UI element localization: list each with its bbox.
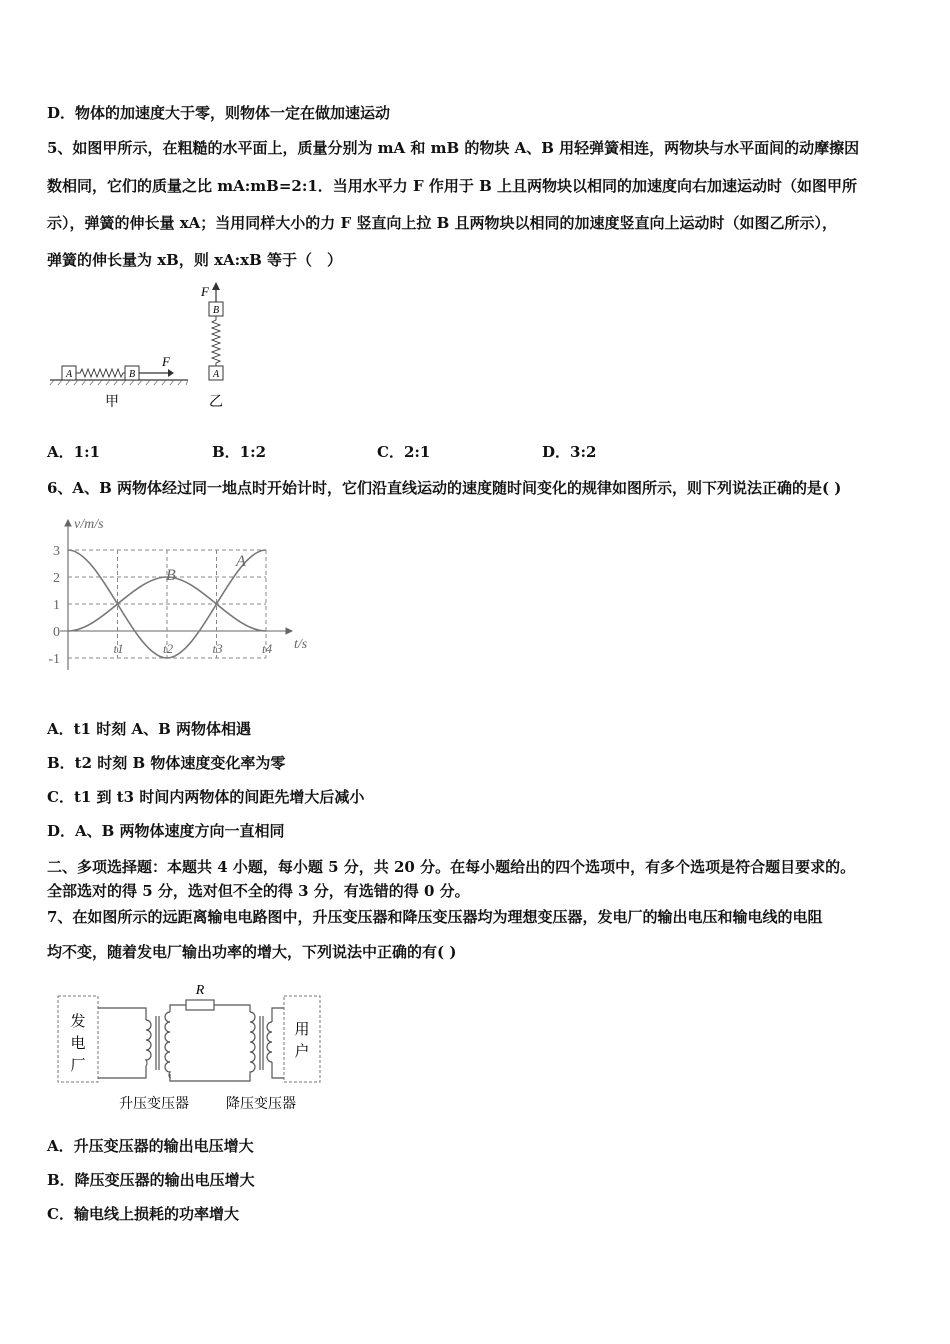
q5-spring-horizontal <box>76 369 125 377</box>
q6-curve-a-label: A <box>236 553 246 570</box>
q7-user-char-1: 用 <box>294 1022 310 1038</box>
q7-option-a: A．升压变压器的输出电压增大 <box>47 1137 254 1155</box>
q6-y-tick-label: -1 <box>48 652 60 667</box>
q7-stem-line-1: 7、在如图所示的远距离输电电路图中，升压变压器和降压变压器均为理想变压器，发电厂的输出电压和输电线的电阻 <box>47 908 823 926</box>
q7-plant-char-3: 厂 <box>70 1058 86 1074</box>
q6-x-label: t/s <box>294 637 308 652</box>
q7-transmission-circuit <box>50 978 330 1118</box>
q5-stem-line-2: 数相同，它们的质量之比 mA:mB=2:1．当用水平力 F 作用于 B 上且两物块以相同的加速度向右加速运动时（如图甲所 <box>47 177 858 195</box>
q6-y-tick-label: 0 <box>53 625 60 640</box>
q5-stem-line-4: 弹簧的伸长量为 xB，则 xA:xB 等于（ ） <box>47 251 343 269</box>
q5-option-d: D．3:2 <box>542 443 597 461</box>
q5-caption-yi: 乙 <box>209 395 223 410</box>
q7-plant-char-1: 发 <box>70 1014 86 1030</box>
q6-x-tick-label: t2 <box>163 641 174 656</box>
q5-stem-line-3: 示），弹簧的伸长量 xA；当用同样大小的力 F 竖直向上拉 B 且两物块以相同的加速度竖直向上运动时（如图乙所示）， <box>47 214 838 232</box>
q7-stem-line-2: 均不变，随着发电厂输出功率的增大，下列说法中正确的有( ) <box>47 943 457 961</box>
q6-option-b: B．t2 时刻 B 物体速度变化率为零 <box>47 754 286 772</box>
q7-step-down-primary-coil <box>250 1012 255 1074</box>
q7-step-down-secondary-coil <box>267 1022 272 1062</box>
q7-resistor-label: R <box>195 983 205 998</box>
q7-step-up-label: 升压变压器 <box>119 1097 189 1112</box>
q5-option-c: C．2:1 <box>377 443 431 461</box>
q7-option-b: B．降压变压器的输出电压增大 <box>47 1171 255 1189</box>
q5-block-a-vertical-label: A <box>212 369 220 380</box>
q6-x-tick-label: t3 <box>212 641 223 656</box>
q6-x-tick-label: t4 <box>262 641 273 656</box>
q6-stem: 6、A、B 两物体经过同一地点时开始计时，它们沿直线运动的速度随时间变化的规律如图所示，则下列说法正确的是( ) <box>47 479 842 497</box>
q6-y-tick-label: 3 <box>53 544 60 559</box>
q7-resistor <box>186 1000 214 1010</box>
q7-step-down-label: 降压变压器 <box>226 1097 296 1112</box>
q7-plant-char-2: 电 <box>70 1036 86 1052</box>
q5-spring-figure <box>40 278 260 413</box>
q7-step-up-primary-coil <box>146 1020 151 1066</box>
q5-stem-line-1: 5、如图甲所示，在粗糙的水平面上，质量分别为 mA 和 mB 的物块 A、B 用轻弹簧相连，两物块与水平面间的动摩擦因 <box>47 139 860 157</box>
q6-curve-b-label: B <box>166 567 176 584</box>
q7-user-box <box>284 996 320 1082</box>
q6-y-tick-label: 1 <box>53 598 60 613</box>
q6-y-label: v/m/s <box>74 517 104 532</box>
q5-spring-vertical <box>212 316 220 366</box>
q6-option-d: D．A、B 两物体速度方向一直相同 <box>47 822 285 840</box>
q5-force-label-vertical: F <box>201 284 209 299</box>
q6-x-tick-label: t1 <box>113 641 124 656</box>
q4-option-d: D．物体的加速度大于零，则物体一定在做加速运动 <box>47 104 391 122</box>
q6-option-a: A．t1 时刻 A、B 两物体相遇 <box>47 720 251 738</box>
q6-velocity-time-graph <box>40 510 330 680</box>
q7-step-up-secondary-coil <box>165 1012 170 1078</box>
section2-heading-line-2: 全部选对的得 5 分，选对但不全的得 3 分，有选错的得 0 分。 <box>47 882 470 900</box>
q5-option-b: B．1:2 <box>212 443 267 461</box>
q5-block-a-label: A <box>65 369 73 380</box>
section2-heading-line-1: 二、多项选择题：本题共 4 小题，每小题 5 分，共 20 分。在每小题给出的四个选项中，有多个选项是符合题目要求的。 <box>47 858 856 876</box>
q5-block-b-label: B <box>128 369 136 380</box>
q5-caption-jia: 甲 <box>105 395 119 410</box>
q5-block-b-vertical-label: B <box>212 305 220 316</box>
q6-option-c: C．t1 到 t3 时间内两物体的间距先增大后减小 <box>47 788 365 806</box>
q6-y-tick-label: 2 <box>53 571 60 586</box>
q5-option-a: A．1:1 <box>47 443 101 461</box>
q5-force-label-horizontal: F <box>162 354 170 369</box>
q7-option-c: C．输电线上损耗的功率增大 <box>47 1205 239 1223</box>
q7-user-char-2: 户 <box>294 1044 310 1060</box>
